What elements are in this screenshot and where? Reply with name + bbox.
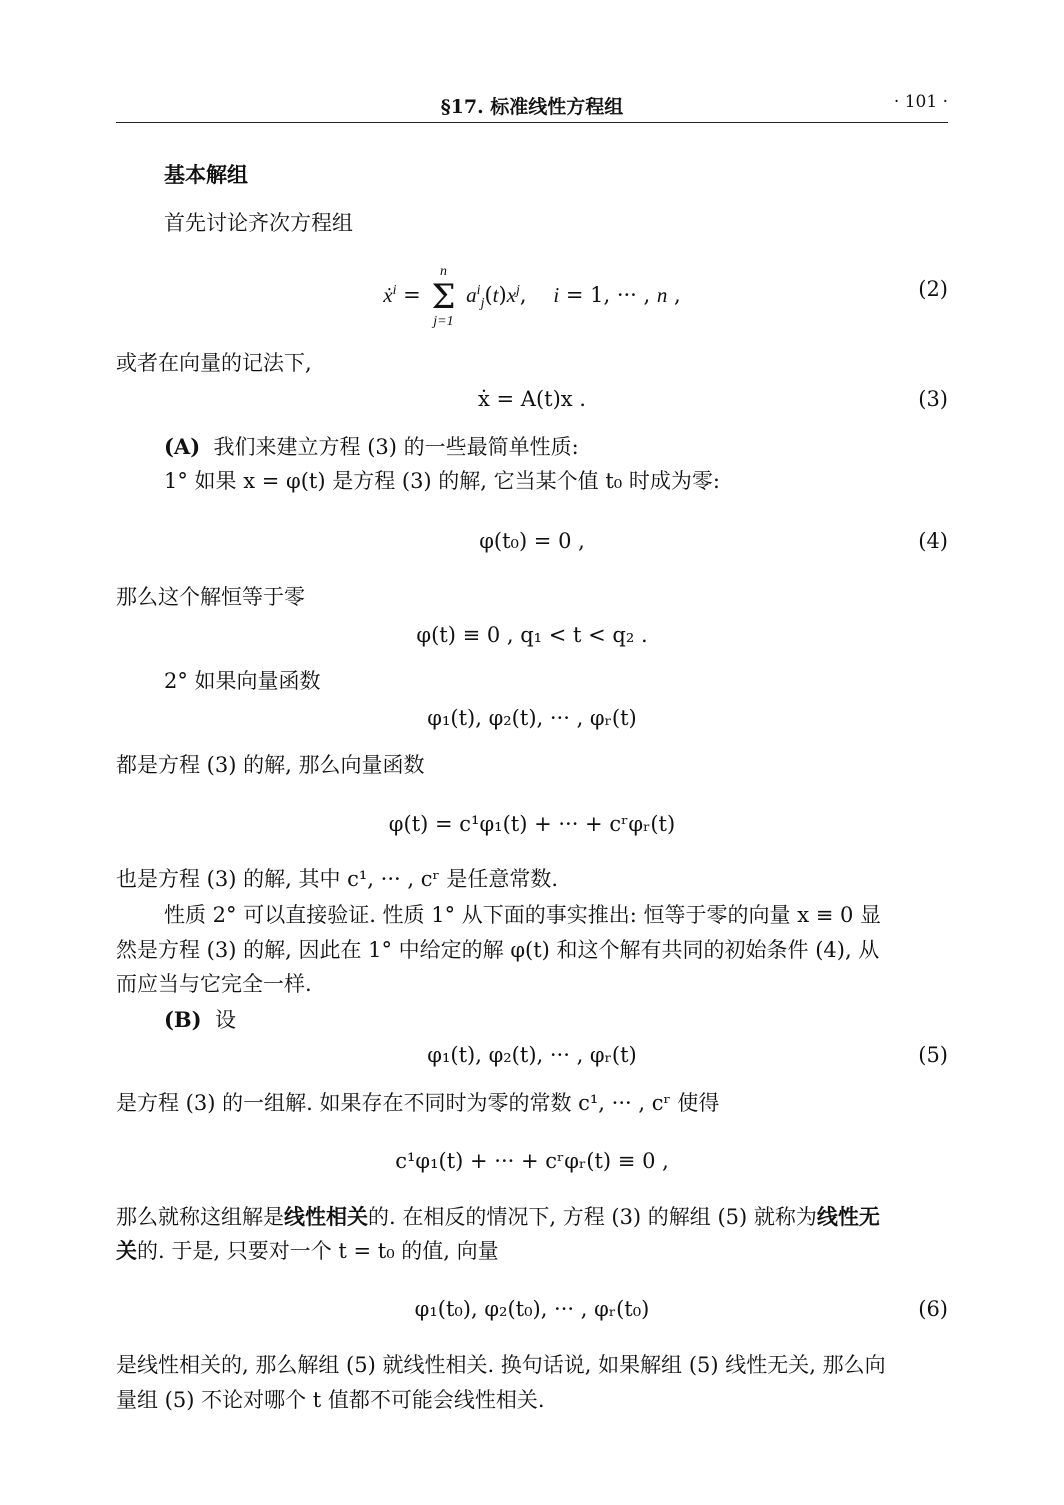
page-number: · 101 · bbox=[893, 92, 948, 112]
summation-sign: n Σ j=1 bbox=[431, 263, 456, 329]
paragraph-intro: 首先讨论齐次方程组 bbox=[164, 211, 353, 235]
paragraph-A: (A) 我们来建立方程 (3) 的一些最简单性质: bbox=[164, 434, 579, 459]
equation-4: φ(t₀) = 0 , bbox=[479, 529, 585, 553]
paragraph-identically-zero: 那么这个解恒等于零 bbox=[116, 585, 305, 609]
paragraph-conclusion-line-2: 量组 (5) 不论对哪个 t 值都不可能会线性相关. bbox=[116, 1388, 545, 1412]
paragraph-property-1: 1° 如果 x = φ(t) 是方程 (3) 的解, 它当某个值 t₀ 时成为零: bbox=[164, 469, 720, 493]
paragraph-proof-line-1: 性质 2° 可以直接验证. 性质 1° 从下面的事实推出: 恒等于零的向量 x ≡ 0 显 bbox=[164, 903, 882, 927]
paragraph-proof-line-3: 而应当与它完全一样. bbox=[116, 972, 312, 996]
equation-number-6: (6) bbox=[918, 1297, 948, 1321]
label-B: (B) bbox=[164, 1007, 202, 1032]
term-linearly-dependent: 线性相关 bbox=[284, 1204, 368, 1229]
section-heading: 基本解组 bbox=[164, 162, 248, 187]
equation-6: φ₁(t₀), φ₂(t₀), ··· , φᵣ(t₀) bbox=[414, 1297, 650, 1321]
equation-function-list: φ₁(t), φ₂(t), ··· , φᵣ(t) bbox=[427, 706, 637, 730]
paragraph-all-solutions: 都是方程 (3) 的解, 那么向量函数 bbox=[116, 753, 425, 777]
equation-zero: φ(t) ≡ 0 , q₁ < t < q₂ . bbox=[416, 623, 648, 647]
equation-combination: φ(t) = c¹φ₁(t) + ··· + cʳφᵣ(t) bbox=[388, 812, 676, 836]
paragraph-solution-group: 是方程 (3) 的一组解. 如果存在不同时为零的常数 c¹, ··· , cʳ 使得 bbox=[116, 1091, 720, 1115]
equation-2: ẋ$^i$ = n Σ j=1 $a^i_j(t)x^j$, i = 1, ··· , n , bbox=[383, 263, 681, 329]
paragraph-property-2: 2° 如果向量函数 bbox=[164, 669, 321, 693]
equation-3: ẋ = A(t)x . bbox=[478, 387, 586, 411]
equation-number-5: (5) bbox=[918, 1043, 948, 1067]
paragraph-vector-notation: 或者在向量的记法下, bbox=[116, 351, 312, 375]
term-linearly-independent-part2: 关 bbox=[116, 1238, 137, 1263]
paragraph-B: (B) 设 bbox=[164, 1007, 236, 1032]
label-A: (A) bbox=[164, 434, 201, 459]
equation-number-3: (3) bbox=[918, 387, 948, 411]
equation-number-2: (2) bbox=[918, 277, 948, 301]
paragraph-conclusion-line-1: 是线性相关的, 那么解组 (5) 就线性相关. 换句话说, 如果解组 (5) 线性无关, 那么向 bbox=[116, 1353, 886, 1377]
paragraph-also-solution: 也是方程 (3) 的解, 其中 c¹, ··· , cʳ 是任意常数. bbox=[116, 867, 559, 891]
equation-dependence: c¹φ₁(t) + ··· + cʳφᵣ(t) ≡ 0 , bbox=[395, 1149, 669, 1173]
paragraph-definition-line-2: 关的. 于是, 只要对一个 t = t₀ 的值, 向量 bbox=[116, 1238, 499, 1263]
equation-5: φ₁(t), φ₂(t), ··· , φᵣ(t) bbox=[427, 1043, 637, 1067]
chapter-title: §17. 标准线性方程组 bbox=[440, 96, 624, 118]
running-header bbox=[116, 90, 948, 123]
paragraph-definition-line-1: 那么就称这组解是线性相关的. 在相反的情况下, 方程 (3) 的解组 (5) 就称为线性无 bbox=[116, 1204, 880, 1229]
term-linearly-independent-part1: 线性无 bbox=[816, 1204, 880, 1229]
equation-number-4: (4) bbox=[918, 529, 948, 553]
paragraph-proof-line-2: 然是方程 (3) 的解, 因此在 1° 中给定的解 φ(t) 和这个解有共同的初始条件 (4), 从 bbox=[116, 938, 880, 962]
